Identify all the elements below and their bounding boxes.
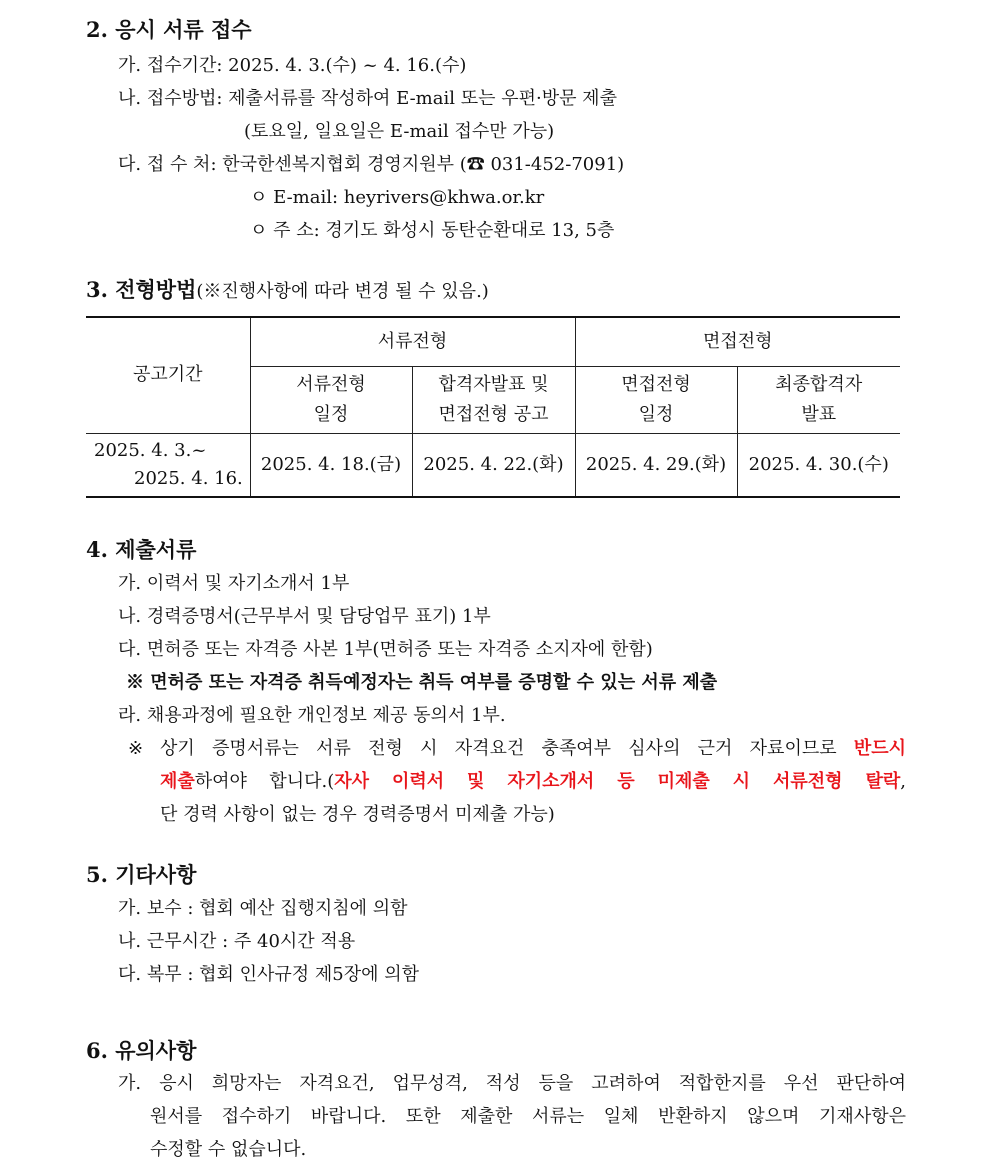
subheader-document-schedule-l2: 일정: [313, 403, 349, 425]
selection-schedule-table: [86, 316, 900, 498]
subheader-pass-announcement: [412, 366, 575, 433]
submission-office: 다. 접 수 처: 한국한센복지협회 경영지원부 (☎ 031-452-7091): [118, 154, 625, 175]
submission-period: 가. 접수기간: 2025. 4. 3.(수) ~ 4. 16.(수): [118, 55, 467, 76]
header-period: 공고기간: [86, 317, 250, 433]
doc-note-mark: ※: [128, 738, 144, 759]
caution-line-3: 수정할 수 없습니다.: [150, 1139, 307, 1160]
doc-note-disqualification-warning: 자사 이력서 및 자기소개서 등 미제출 시 서류전형 탈락: [334, 771, 901, 792]
doc-note-license: ※ 면허증 또는 자격증 취득예정자는 취득 여부를 증명할 수 있는 서류 제출: [126, 672, 718, 693]
doc-item-resume: 가. 이력서 및 자기소개서 1부: [118, 573, 350, 594]
date-interview: 2025. 4. 29.(화): [575, 433, 737, 497]
period-cell: [86, 433, 250, 497]
header-document-screening: 서류전형: [250, 317, 575, 366]
misc-item-working-hours: 나. 근무시간 : 주 40시간 적용: [118, 931, 356, 952]
subheader-interview-schedule-l2: 일정: [638, 403, 674, 425]
period-start: 2025. 4. 3.~: [94, 439, 207, 461]
doc-item-license-copy: 다. 면허증 또는 자격증 사본 1부(면허증 또는 자격증 소지자에 한함): [118, 639, 653, 660]
submission-method-note: (토요일, 일요일은 E-mail 접수만 가능): [244, 121, 555, 142]
doc-note-line-1: [160, 736, 906, 762]
submission-address: ㅇ 주 소: 경기도 화성시 동탄순환대로 13, 5층: [250, 220, 615, 241]
misc-item-service-rules: 다. 복무 : 협회 인사규정 제5장에 의함: [118, 964, 419, 985]
subheader-interview-schedule-l1: 면접전형: [621, 373, 691, 395]
period-end: 2025. 4. 16.: [134, 467, 243, 489]
subheader-pass-announcement-l1: 합격자발표 및: [438, 373, 549, 395]
doc-item-privacy-consent: 라. 채용과정에 필요한 개인정보 제공 동의서 1부.: [118, 705, 506, 726]
caution-line-2: 원서를 접수하기 바랍니다. 또한 제출한 서류는 일체 반환하지 않으며 기재사항은: [150, 1106, 906, 1127]
date-final-announcement: 2025. 4. 30.(수): [737, 433, 900, 497]
misc-item-salary: 가. 보수 : 협회 예산 집행지침에 의함: [118, 898, 408, 919]
section-6-title: 6. 유의사항: [86, 1038, 197, 1063]
submission-method: 나. 접수방법: 제출서류를 작성하여 E-mail 또는 우편·방문 제출: [118, 88, 617, 109]
doc-note-submit-emphasis: 제출: [160, 771, 195, 792]
subheader-document-schedule: [250, 366, 412, 433]
doc-note-line-3: 단 경력 사항이 없는 경우 경력증명서 미제출 가능): [160, 804, 555, 825]
section-5-title: 5. 기타사항: [86, 862, 197, 887]
section-2-title: 2. 응시 서류 접수: [86, 17, 252, 42]
doc-note-line-1-text: 상기 증명서류는 서류 전형 시 자격요건 충족여부 심사의 근거 자료이므로: [160, 738, 854, 759]
subheader-final-announcement: [737, 366, 900, 433]
subheader-final-announcement-l2: 발표: [801, 403, 837, 425]
caution-line-1: 가. 응시 희망자는 자격요건, 업무성격, 적성 등을 고려하여 적합한지를 우선 판단하여: [118, 1073, 906, 1094]
header-interview-screening: 면접전형: [575, 317, 900, 366]
section-3-note: (※진행사항에 따라 변경 될 수 있음.): [196, 281, 489, 302]
subheader-document-schedule-l1: 서류전형: [296, 373, 366, 395]
subheader-final-announcement-l1: 최종합격자: [775, 373, 863, 395]
section-4-title: 4. 제출서류: [86, 537, 197, 562]
submission-email: ㅇ E-mail: heyrivers@khwa.or.kr: [250, 187, 545, 208]
date-document-screening: 2025. 4. 18.(금): [250, 433, 412, 497]
section-3-title-text: 3. 전형방법: [86, 277, 197, 302]
doc-note-required-emphasis: 반드시: [853, 738, 906, 759]
date-pass-announcement: 2025. 4. 22.(화): [412, 433, 575, 497]
doc-note-line-2-comma: ,: [900, 771, 906, 792]
doc-item-career-certificate: 나. 경력증명서(근무부서 및 담당업무 표기) 1부: [118, 606, 491, 627]
section-3-title: [86, 274, 489, 304]
subheader-pass-announcement-l2: 면접전형 공고: [438, 403, 549, 425]
subheader-interview-schedule: [575, 366, 737, 433]
doc-note-line-2: [160, 769, 906, 795]
doc-note-line-2-text: 하여야 합니다.(: [194, 771, 335, 792]
